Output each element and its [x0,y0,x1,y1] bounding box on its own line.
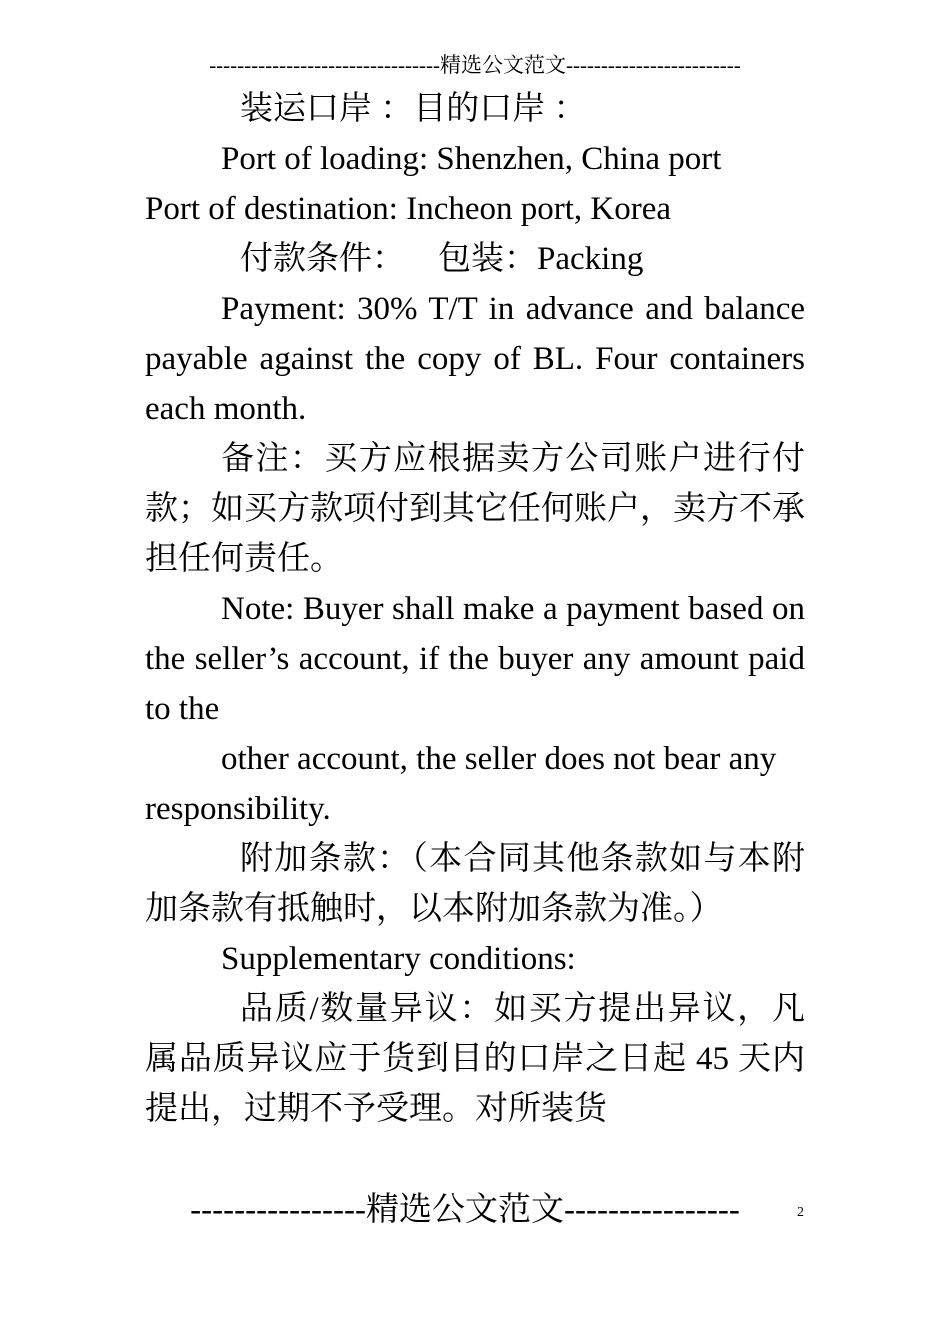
payment-terms-en: Payment: 30% T/T in advance and balance payable against the copy of BL. Four containers each month. [145,291,805,427]
page-number: 2 [797,1205,804,1220]
supplementary-conditions-en: Supplementary conditions: [221,941,576,977]
note-en: Note: Buyer shall make a payment based on the seller’s account, if the buyer any amount paid to the [145,591,805,727]
port-of-destination: Port of destination: Incheon port, Korea [145,191,672,227]
supplementary-clause-cn: 附加条款：（本合同其他条款如与本附加条款有抵触时，以本附加条款为准。） [145,841,805,927]
page-header: ---------------------------------精选公文范文------------------------- [209,53,741,77]
document-body [145,84,805,1134]
ports-cn-line: 装运口岸 ：目的口岸 ： [240,91,587,127]
quality-quantity-objection-cn: 品质/数量异议：如买方提出异议，凡属品质异议应于货到目的口岸之日起 45 天内提出，过期不予受理。对所装货 [145,991,805,1127]
port-of-loading: Port of loading: Shenzhen, China port [221,141,722,177]
page-footer: ----------------精选公文范文---------------- [190,1192,740,1228]
note-cn: 备注：买方应根据卖方公司账户进行付款；如买方款项付到其它任何账户，卖方不承担任何责任。 [145,441,805,577]
note-en-continued: other account, the seller does not bear any responsibility. [145,741,777,827]
payment-packing-cn-line: 付款条件： 包装：Packing [240,241,644,277]
